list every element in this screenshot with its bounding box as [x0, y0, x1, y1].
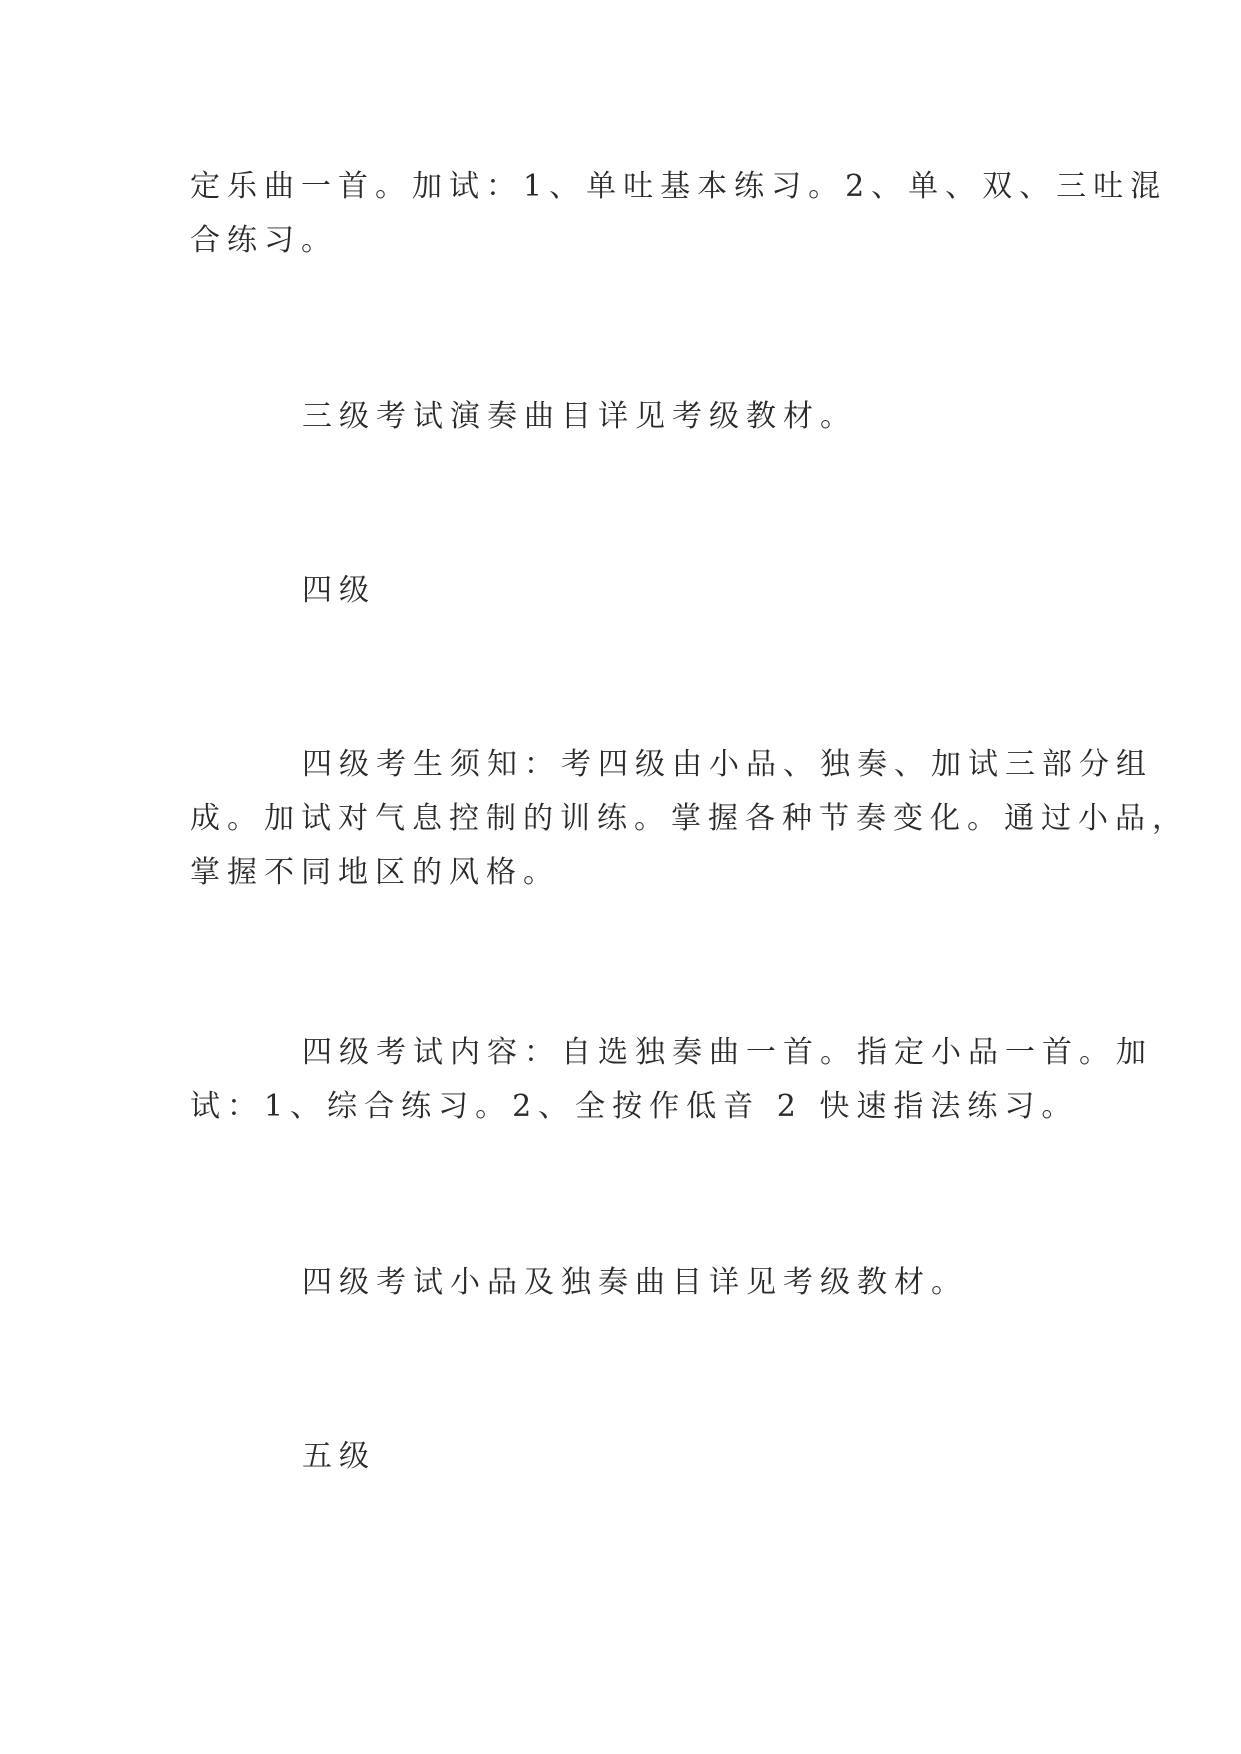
section-heading: 四级: [302, 573, 376, 608]
text-line: 掌握不同地区的风格。: [190, 855, 560, 890]
text-line: 合练习。: [190, 223, 338, 258]
heading-level5: [190, 1430, 1050, 1484]
text-line: 试：1、综合练习。2、全按作低音 2 快速指法练习。: [190, 1089, 1079, 1124]
text-line: 四级考生须知：考四级由小品、独奏、加试三部分组: [302, 747, 1153, 782]
paragraph-level3-repertoire: [190, 390, 1050, 444]
text-line: 成。加试对气息控制的训练。掌握各种节奏变化。通过小品，: [190, 801, 1189, 836]
text-line: 定乐曲一首。加试：1、单吐基本练习。2、单、双、三吐混: [190, 169, 1168, 204]
section-heading: 五级: [302, 1439, 376, 1474]
paragraph-level4-repertoire: [190, 1256, 1050, 1310]
text-line: 四级考试小品及独奏曲目详见考级教材。: [302, 1265, 968, 1300]
paragraph-level4-notice: [190, 738, 1189, 900]
text-line: 三级考试演奏曲目详见考级教材。: [302, 399, 857, 434]
text-line: 四级考试内容：自选独奏曲一首。指定小品一首。加: [302, 1035, 1153, 1070]
paragraph-level4-content: [190, 1026, 1153, 1134]
paragraph-continued-exam-content: [190, 160, 1168, 268]
heading-level4: [190, 564, 1050, 618]
